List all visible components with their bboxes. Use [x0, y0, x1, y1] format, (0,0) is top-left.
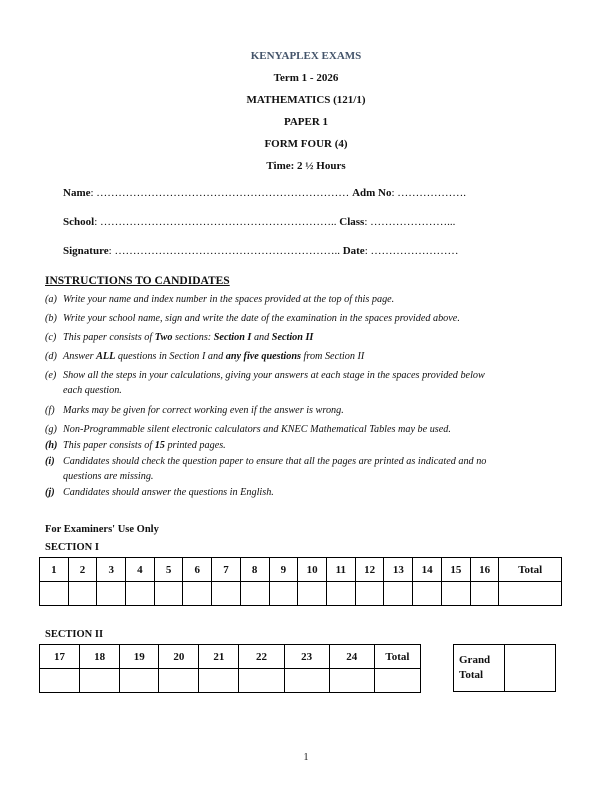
- score-cell[interactable]: [159, 669, 199, 693]
- header-cell: 21: [199, 645, 239, 669]
- header-cell: 22: [239, 645, 284, 669]
- score-cell[interactable]: [284, 669, 329, 693]
- page-number: 1: [303, 752, 309, 763]
- grand-total-table: [453, 644, 556, 692]
- header-cell: 14: [413, 558, 442, 582]
- signature-blank[interactable]: : ……………………………………………………..: [108, 245, 340, 257]
- header-cell: 3: [97, 558, 126, 582]
- score-cell[interactable]: [97, 582, 126, 606]
- section-2-header-row: [40, 645, 421, 669]
- header-cell: 9: [269, 558, 298, 582]
- subject: MATHEMATICS (121/1): [246, 94, 366, 106]
- grand-total-cell[interactable]: [505, 645, 556, 692]
- name-label: Name: [63, 187, 91, 199]
- score-cell[interactable]: [298, 582, 327, 606]
- score-cell[interactable]: [40, 582, 69, 606]
- score-cell[interactable]: [120, 669, 159, 693]
- instructions-title: INSTRUCTIONS TO CANDIDATES: [45, 275, 230, 287]
- score-cell[interactable]: [40, 669, 80, 693]
- section-2-title: SECTION II: [45, 629, 104, 640]
- time: Time: 2 ½ Hours: [266, 160, 346, 172]
- score-cell[interactable]: [329, 669, 374, 693]
- score-cell[interactable]: [183, 582, 212, 606]
- header-cell: 19: [120, 645, 159, 669]
- header-cell: 17: [40, 645, 80, 669]
- score-cell[interactable]: [212, 582, 241, 606]
- header-cell: 24: [329, 645, 374, 669]
- section-1-header-row: [40, 558, 562, 582]
- date-label: Date: [342, 245, 365, 257]
- header-cell: 8: [240, 558, 269, 582]
- header-cell: 5: [154, 558, 183, 582]
- section-1-score-row: [40, 582, 562, 606]
- header-cell: 4: [126, 558, 155, 582]
- score-cell[interactable]: [126, 582, 155, 606]
- total-score-cell[interactable]: [499, 582, 562, 606]
- instruction-g: (g) Non-Programmable silent electronic calculators and KNEC Mathematical Tables may be used.: [45, 424, 451, 435]
- header-cell: 2: [68, 558, 97, 582]
- brand-title: KENYAPLEX EXAMS: [250, 50, 362, 62]
- adm-no-blank[interactable]: : ……………….: [391, 187, 467, 199]
- score-cell[interactable]: [80, 669, 120, 693]
- signature-field-row[interactable]: [63, 245, 459, 257]
- name-blank[interactable]: : ……………………………………………………………: [90, 187, 350, 199]
- score-cell[interactable]: [240, 582, 269, 606]
- header-cell: 15: [441, 558, 470, 582]
- header-cell: Total: [374, 645, 420, 669]
- adm-no-label: Adm No: [352, 187, 392, 199]
- score-cell[interactable]: [326, 582, 355, 606]
- section-2-score-table: [39, 644, 421, 693]
- instruction-a: (a) Write your name and index number in the spaces provided at the top of this page.: [45, 294, 395, 305]
- header-cell: 10: [298, 558, 327, 582]
- school-label: School: [63, 216, 95, 228]
- header-cell: 13: [384, 558, 413, 582]
- header-cell: 7: [212, 558, 241, 582]
- score-cell[interactable]: [470, 582, 499, 606]
- date-blank[interactable]: : ……………………: [364, 245, 459, 257]
- section-1-title: SECTION I: [45, 542, 99, 553]
- score-cell[interactable]: [441, 582, 470, 606]
- header-cell: 20: [159, 645, 199, 669]
- form: FORM FOUR (4): [264, 138, 348, 150]
- header-cell: Total: [499, 558, 562, 582]
- instruction-f: (f) Marks may be given for correct working even if the answer is wrong.: [45, 405, 344, 416]
- section-2-score-row: [40, 669, 421, 693]
- name-field-row[interactable]: [63, 187, 466, 199]
- instruction-d: (d) Answer ALL questions in Section I and any five questions from Section II: [45, 351, 365, 362]
- score-cell[interactable]: [154, 582, 183, 606]
- instruction-j: (j) Candidates should answer the questions in English.: [45, 487, 274, 498]
- score-cell[interactable]: [68, 582, 97, 606]
- header-cell: 11: [326, 558, 355, 582]
- score-cell[interactable]: [269, 582, 298, 606]
- instruction-h: (h) This paper consists of 15 printed pages.: [45, 440, 226, 451]
- header-cell: 23: [284, 645, 329, 669]
- instruction-b: (b) Write your school name, sign and write the date of the examination in the spaces provided above.: [45, 313, 460, 324]
- school-field-row[interactable]: [63, 216, 455, 228]
- term: Term 1 - 2026: [273, 72, 339, 84]
- header-cell: 12: [355, 558, 384, 582]
- grand-total-label: Grand Total: [454, 645, 505, 692]
- header-cell: 18: [80, 645, 120, 669]
- score-cell[interactable]: [413, 582, 442, 606]
- class-blank[interactable]: : …………………...: [364, 216, 456, 228]
- instruction-i: (i) Candidates should check the question paper to ensure that all the pages are printed as indicated and no questions are missing.: [45, 456, 487, 482]
- total-score-cell[interactable]: [374, 669, 420, 693]
- signature-label: Signature: [63, 245, 109, 257]
- class-label: Class: [339, 216, 365, 228]
- header-cell: 16: [470, 558, 499, 582]
- header-cell: 6: [183, 558, 212, 582]
- instruction-c: (c) This paper consists of Two sections: Section I and Section II: [45, 332, 314, 343]
- score-cell[interactable]: [239, 669, 284, 693]
- instruction-e: (e) Show all the steps in your calculations, giving your answers at each stage in the spaces provided below each question.: [45, 370, 485, 396]
- paper: PAPER 1: [283, 116, 329, 128]
- score-cell[interactable]: [384, 582, 413, 606]
- school-blank[interactable]: : ………………………………………………………..: [94, 216, 337, 228]
- section-1-score-table: [39, 557, 562, 606]
- header-cell: 1: [40, 558, 69, 582]
- score-cell[interactable]: [355, 582, 384, 606]
- score-cell[interactable]: [199, 669, 239, 693]
- examiners-title: For Examiners' Use Only: [45, 524, 159, 535]
